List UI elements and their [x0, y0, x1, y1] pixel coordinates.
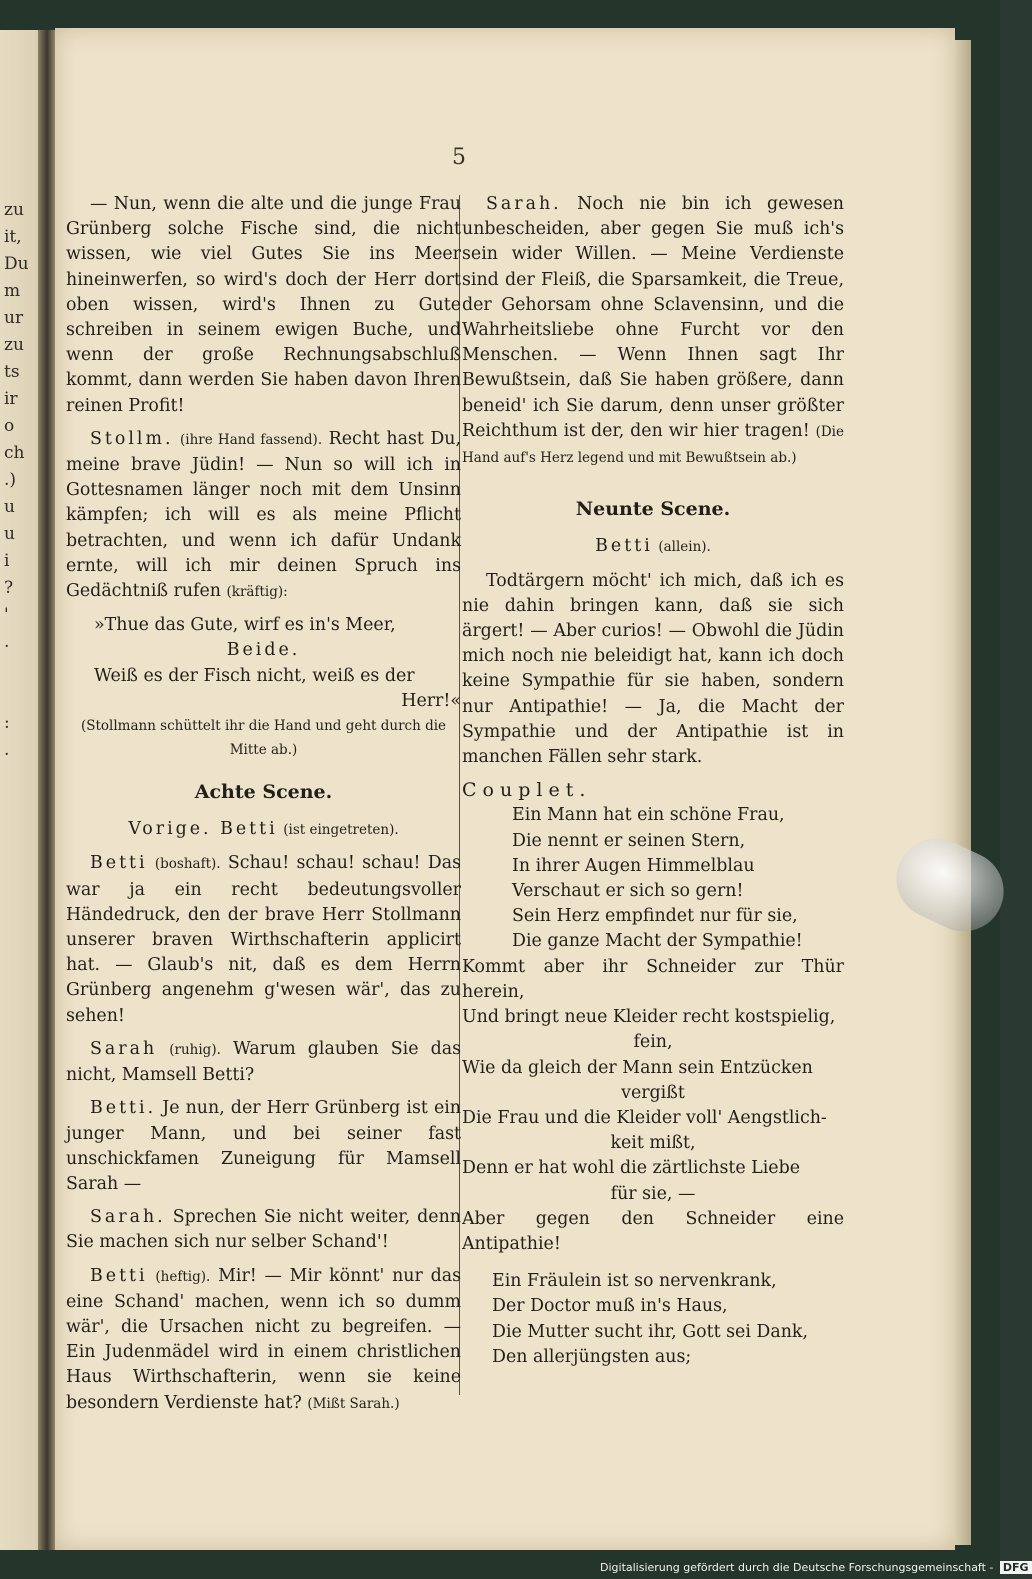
stage-direction: (heftig).	[155, 1268, 211, 1285]
stage-direction: (Stollmann schüttelt ihr die Hand und geht durch die Mitte ab.)	[80, 718, 447, 759]
stage-direction: (ist eingetreten).	[283, 822, 399, 839]
margin-glyph: u	[4, 497, 15, 517]
page-fore-edge	[955, 40, 971, 1545]
speaker-name: Betti	[595, 536, 653, 557]
verse-line: Aber gegen den Schneider eine Antipathie!	[462, 1208, 844, 1254]
paragraph-gap	[66, 1088, 461, 1096]
speech-text: Schau! schau! schau! Das war ja ein recht bedeutungsvoller Händedruck, den der brave Herr Stollmann unserer braven Wirthschafterin applicirt hat. — Glaub's nit, daß es dem Herrn Grünberg angenehm g'wesen wär', das zu sehen!	[66, 853, 462, 1026]
dfg-logo: DFG	[1000, 1561, 1032, 1574]
verse-line: Verschaut er sich so gern!	[512, 881, 744, 902]
speech-block	[462, 192, 844, 471]
margin-glyph: ir	[4, 389, 18, 409]
paragraph-gap	[66, 1256, 461, 1264]
speech-block	[66, 1264, 461, 1417]
verse-line: Wie da gleich der Mann sein Entzücken	[462, 1057, 813, 1078]
stage-direction: (allein).	[658, 539, 711, 556]
margin-glyph: zu	[4, 200, 24, 220]
stage-direction: (ihre Hand fassend).	[179, 431, 323, 448]
margin-glyph: .	[4, 740, 10, 760]
margin-glyph: m	[4, 281, 21, 301]
margin-glyph: i	[4, 551, 10, 571]
verse-line: Weiß es der Fisch nicht, weiß es der	[94, 665, 415, 686]
speaker-name: Sarah	[90, 1038, 158, 1059]
scene-heading: Neunte Scene.	[575, 498, 731, 521]
verse-line: Denn er hat wohl die zärtlichste Liebe	[462, 1158, 800, 1179]
speech-block	[66, 1037, 461, 1088]
footer-text: Digitalisierung gefördert durch die Deutsche Forschungsgemeinschaft	[600, 1561, 986, 1574]
verse-line: vergißt	[621, 1082, 685, 1103]
speaker-name: Betti	[90, 853, 148, 874]
verse-line: Die Mutter sucht ihr, Gott sei Dank,	[492, 1321, 808, 1342]
verse-line: Die Frau und die Kleider voll' Aengstlich-	[462, 1107, 827, 1128]
left-text-column	[66, 192, 461, 1425]
paragraph-gap	[66, 1417, 461, 1425]
speech-text: Noch nie bin ich gewesen unbescheiden, aber gegen Sie muß ich's sein wider Willen. — Meine Verdienste sind der Fleiß, die Sparsamkeit, die Treue, der Gehorsam ohne Sclavensinn, und die Wahrheitsliebe ohne Furcht vor den Menschen. — Wenn Ihnen sagt Ihr Bewußtsein, daß Sie haben größere, dann beneid' ich Sie darum, denn unser größter Reichthum ist der, den wir hier tragen!	[462, 194, 844, 441]
margin-glyph: ts	[4, 362, 20, 382]
couplet-heading: Couplet.	[462, 779, 592, 802]
right-text-column	[462, 192, 844, 1370]
scene-cast	[66, 817, 461, 843]
speech-block	[66, 427, 461, 605]
stage-direction: (Mißt Sarah.)	[307, 1395, 400, 1412]
speech-text: Sprechen Sie nicht weiter, denn Sie machen sich nur selber Schand'!	[66, 1207, 461, 1253]
verse-line: Ein Mann hat ein schöne Frau,	[512, 805, 785, 826]
speaker-name: Betti	[90, 1265, 148, 1286]
speaker-name: Betti.	[90, 1098, 157, 1119]
verse-line: In ihrer Augen Himmelblau	[512, 855, 755, 876]
speech-block	[66, 1096, 461, 1197]
margin-glyph: .)	[4, 470, 17, 490]
verse-line: Herr!«	[401, 690, 461, 711]
stage-direction: (boshaft).	[154, 856, 221, 873]
paragraph-gap	[66, 419, 461, 427]
verse-line: Ein Fräulein ist so nervenkrank,	[492, 1271, 777, 1292]
verse-line: fein,	[633, 1032, 673, 1053]
verse-line: Und bringt neue Kleider recht kostspielig,	[462, 1007, 836, 1028]
speaker-name: Sarah.	[90, 1207, 166, 1228]
verse-line: Sein Herz empfindet nur für sie,	[512, 906, 798, 927]
paragraph-gap	[66, 1029, 461, 1037]
verse-line: Den allerjüngsten aus;	[492, 1346, 692, 1367]
paragraph-gap	[66, 843, 461, 851]
verse-line: Die nennt er seinen Stern,	[512, 830, 746, 851]
margin-glyph: ?	[4, 578, 14, 598]
margin-glyph: ch	[4, 443, 25, 463]
scene-cast	[462, 534, 844, 560]
footer-credit: Digitalisierung gefördert durch die Deutsche Forschungsgemeinschaft - DFG	[600, 1561, 1032, 1574]
verse-line: Die ganze Macht der Sympathie!	[512, 931, 803, 952]
speaker-name: Sarah.	[486, 194, 562, 214]
verse-line: für sie, —	[610, 1183, 696, 1204]
paragraph-gap	[462, 561, 844, 569]
speaker-name: Vorige. Betti	[128, 819, 278, 840]
paragraph: Todtärgern möcht' ich mich, daß ich es nie dahin bringen kann, daß sie sich ärgert! — Aber curios! — Obwohl die Jüdin mich noch nie beleidigt hat, kann ich doch keine Sympathie für sie haben, sondern nur Antipathie! — Ja, die Macht der Sympathie und der Antipathie ist in manchen Fällen sehr stark.	[462, 570, 844, 768]
stage-direction: (Die Hand auf's Herz legend und mit Bewußtsein ab.)	[462, 423, 844, 467]
speaker-name: Stollm.	[90, 428, 174, 449]
verse-line: keit mißt,	[610, 1133, 696, 1154]
margin-glyph: '	[4, 605, 9, 625]
margin-glyph: zu	[4, 335, 24, 355]
verse-line: Kommt aber ihr Schneider zur Thür herein,	[462, 956, 844, 1002]
speech-text: Warum glauben Sie das nicht, Mamsell Betti?	[66, 1038, 461, 1086]
speech-text: Je nun, der Herr Grünberg ist ein junger Mann, und bei seiner fast unschickfamen Zuneigung für Mamsell Sarah —	[66, 1098, 461, 1194]
speech-block	[66, 851, 461, 1028]
stage-direction: (ruhig).	[169, 1041, 221, 1058]
margin-glyph: .	[4, 632, 10, 652]
verse-line: Der Doctor muß in's Haus,	[492, 1296, 728, 1317]
scene-heading: Achte Scene.	[194, 781, 333, 804]
margin-glyph: o	[4, 416, 15, 436]
book-gutter	[38, 30, 56, 1550]
speaker-name: Beide.	[226, 640, 301, 661]
verse-line: »Thue das Gute, wirf es in's Meer,	[94, 615, 396, 636]
paragraph-gap	[66, 1197, 461, 1205]
margin-glyph: :	[4, 713, 10, 733]
stage-direction: (kräftig):	[226, 584, 288, 601]
paragraph-gap	[462, 770, 844, 778]
speech-text: Recht hast Du, meine brave Jüdin! — Nun so will ich in Gottesnamen länger noch mit dem Unsinn kämpfen; ich will es als meine Pflicht betrachten, und wenn ich dafür Undank ernte, will ich mir deinen Spruch ins Gedächtniß rufen	[66, 428, 461, 602]
margin-glyph: u	[4, 524, 15, 544]
margin-glyph: Du	[4, 254, 29, 274]
page-number: 5	[452, 145, 466, 170]
paragraph: — Nun, wenn die alte und die junge Frau Grünberg solche Fische sind, die nicht wissen, wie viel Gutes Sie ins Meer hineinwerfen, so wird's doch der Herr dort oben wissen, wird's Ihnen zu Gute schreiben in seinem ewigen Buche, und wenn der große Rechnungsabschluß kommt, dann werden Sie haben davon Ihren reinen Profit!	[66, 194, 461, 416]
speech-block	[66, 1205, 461, 1255]
speech-text: Mir! — Mir könnt' nur das eine Schand' machen, wenn ich so dumm wär', die Ursachen nicht zu begreifen. — Ein Judenmädel wird in einem christlichen Haus Wirthschafterin, wenn sie keine besondern Verdienste hat?	[66, 1265, 462, 1413]
paragraph-gap	[66, 605, 461, 613]
paragraph-gap	[462, 471, 844, 479]
margin-glyph: ur	[4, 308, 24, 328]
margin-glyph: it,	[4, 227, 22, 247]
